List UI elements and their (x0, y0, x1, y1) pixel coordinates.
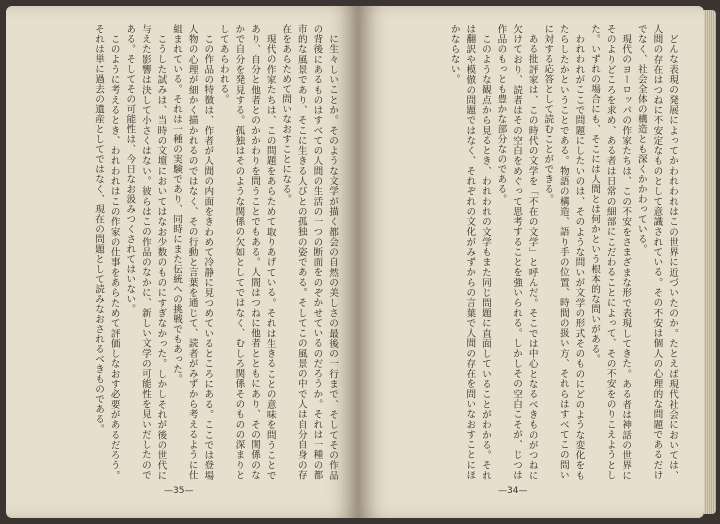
paragraph: 現代のヨーロッパの作家たちは、この不安をさまざまな形で表現してきた。ある者は神話の世界にそのよりどころを求め、ある者は日常の細部にこだわることによって、その不安をのりこえようとした。いずれの場合にも、そこには人間とは何かという根本的な問いがある。 (589, 24, 632, 480)
paragraph: このように考えるとき、われわれはこの作家の仕事をあらためて評価しなおす必要があるだろう。それは単に過去の遺産としてではなく、現在の問題として読みなおされるべきものである。 (93, 24, 120, 480)
paragraph: このような観点から見るとき、われわれの文学もまた同じ問題に直面していることがわかる。それは翻訳や模倣の問題ではなく、それぞれの文化がみずからの言葉で人間の存在を問いなおすことにほかならない。 (448, 24, 491, 480)
page-edges (704, 10, 716, 514)
paragraph: ある批評家は、この時代の文学を「不在の文学」と呼んだ。そこでは中心となるべきものがつねに欠けており、読者はその空白をめぐって思考することを強いられる。しかしその空白こそが、じつは作品のもっとも豊かな部分なのである。 (495, 24, 538, 480)
left-page-text (34, 24, 340, 480)
right-page-number: —34— (498, 486, 528, 496)
paragraph: この作品の特徴は、作者が人間の内面をきわめて冷静に見つめているところにある。ここでは登場人物の心理が細かく描かれるのではなく、その行動と言葉を通じて、読者がみずから考えるように仕組まれている。それは一種の実験であり、同時にまた伝統への挑戦でもあった。 (171, 24, 214, 480)
paragraph: こうした試みは、当時の文壇においてはなお少数のものにすぎなかった。しかしそれが後の世代に与えた影響は決して小さくはない。彼らはこの作品のなかに、新しい文学の可能性を見いだしたのである。そしてその可能性は、今日なお汲みつくされてはいない。 (124, 24, 167, 480)
paragraph: に生々しいことか。そのような文学が描く都会の自然の美しさの最後の一行まで、そしてその作品の背後にあるものはすべての人間の生活の一つの断面をのぞかせているのだろうか。それは一種の都市的な風景であり、そこに生きる人びとの孤独の姿である。そしてこの風景の中で人は自分自身の存在をあらためて問いなおすことになる。 (280, 24, 338, 480)
right-page (358, 6, 704, 518)
paragraph: われわれがここで問題にしたいのは、そのような問いが文学の形式そのものにどのような変化をもたらしたかということである。物語の構造、語り手の位置、時間の扱い方、それらはすべてこの問いに対する応答として読むことができる。 (542, 24, 585, 480)
left-page (6, 6, 358, 518)
right-page-text (380, 24, 680, 480)
left-page-number: —35— (164, 486, 194, 496)
paragraph: どんな表現の発展によってかわれわれはこの世界に近づいたのか。たとえば現代社会においては、人間の存在はつねに不安定なものとして意識されている。その不安は個人の心理的な問題であるだけでなく、社会全体の構造とも深くかかわっている。 (635, 24, 678, 480)
paragraph: 現代の作家たちは、この問題をあらためて取りあげている。それは生きることの意味を問うことであり、自分と他者とのかかわりを問うことでもある。人間はつねに他者とともにあり、その関係のなかで自分を発見する。孤独はそのような関係の欠如としてではなく、むしろ関係そのものの深まりとしてあらわれる。 (217, 24, 276, 480)
